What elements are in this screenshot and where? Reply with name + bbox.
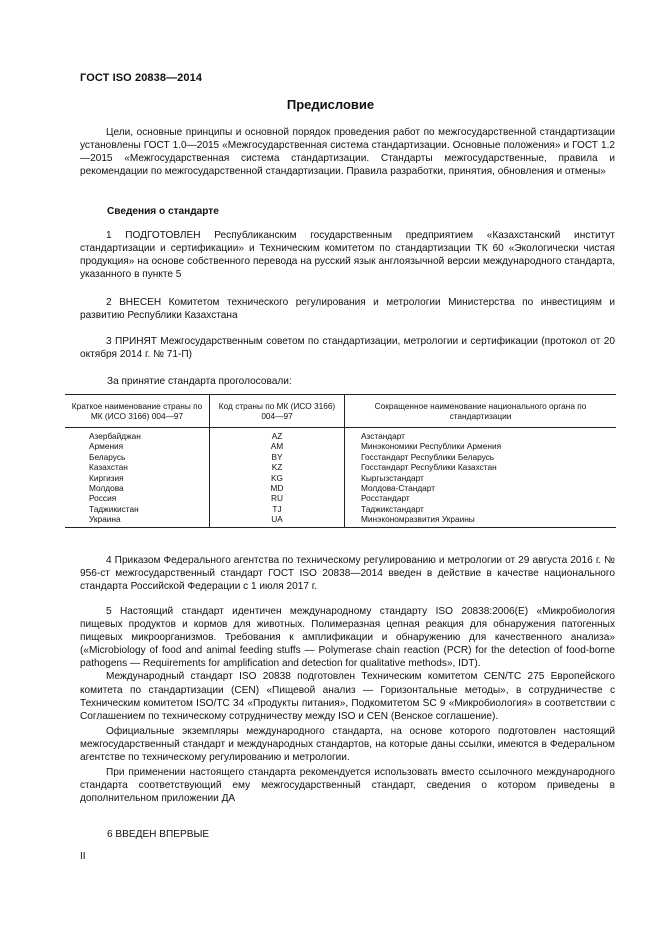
column-header-body: Сокращенное наименование национального органа по стандартизации [345,395,617,428]
item-5-text: 5 Настоящий стандарт идентичен международному стандарту ISO 20838:2006(E) «Микробиология пищевых продуктов и кормов для животных. Полимеразная цепная реакция для обнаружения патогенных пищевых микроорганизмов. Требования к амплификации и обнаружению для качественного анализа» («Microbiology of food and animal feeding stuffs — Polymerase chain reaction (PCR) for the detection of food-borne pathogens — Requirements for amplification and detection for qualitative methods», IDT). [80,606,615,670]
page-number: II [80,851,86,862]
body-cell: Азстандарт [345,428,617,442]
body-cell: Госстандарт Республики Беларусь [345,452,617,462]
country-cell: Армения [89,441,124,452]
body-cell: Таджикстандарт [345,504,617,514]
page-title: Предисловие [286,97,375,112]
table-row [65,462,616,472]
item-5-official-copies-text: Официальные экземпляры международного стандарта, на основе которого подготовлен настоящий межгосударственный стандарт и международных стандартов, на которые даны ссылки, имеются в Федеральном агентстве по техническому регулированию и метрологии. [80,725,615,764]
document-header: ГОСТ ISO 20838—2014 [80,72,203,84]
voted-label: За принятие стандарта проголосовали: [107,376,292,387]
country-cell: Киргизия [89,472,124,483]
body-cell: Минэкономики Республики Армения [345,441,617,451]
column-header-code: Код страны по МК (ИСО 3166) 004—97 [210,395,345,428]
body-cell: Молдова-Стандарт [345,483,617,493]
country-cell: Казахстан [89,462,128,473]
code-cell: MD [210,483,345,493]
item-5-section [80,605,615,805]
item-4-paragraph [80,554,615,593]
table-row [65,441,616,451]
code-cell: RU [210,493,345,503]
code-cell: KZ [210,462,345,472]
code-cell: AM [210,441,345,451]
item-4-text: 4 Приказом Федерального агентства по техническому регулированию и метрологии от 29 августа 2016 г. № 956-ст межгосударственный стандарт ГОСТ ISO 20838—2014 введен в действие в качестве национального стандарта Российской Федерации с 1 июля 2017 г. [80,555,615,593]
table-row [65,493,616,503]
country-cell: Таджикистан [89,503,139,514]
body-cell: Росстандарт [345,493,617,503]
table-row [65,473,616,483]
column-header-country: Краткое наименование страны по МК (ИСО 3166) 004—97 [65,395,210,428]
table-row [65,504,616,514]
country-cell: Азербайджан [89,431,141,441]
item-6-text: 6 ВВЕДЕН ВПЕРВЫЕ [107,829,210,840]
country-cell: Молдова [89,482,124,493]
table-row [65,514,616,527]
table-row [65,428,616,442]
body-cell: Кыргызстандарт [345,473,617,483]
table-row [65,483,616,493]
body-cell: Госстандарт Республики Казахстан [345,462,617,472]
item-1-text: 1 ПОДГОТОВЛЕН Республиканским государственным предприятием «Казахстанский институт стандартизации и сертификации» и Техническим комитетом по стандартизации ТК 60 «Экологически чистая продукция» на основе собственного перевода на русский язык англоязычной версии международного стандарта, указанного в пункте 5 [80,230,615,281]
body-cell: Минэкономразвития Украины [345,514,617,527]
item-3-text: 3 ПРИНЯТ Межгосударственным советом по стандартизации, метрологии и сертификации (протокол от 20 октября 2014 г. № 71-П) [80,336,615,361]
intro-paragraph [80,126,615,178]
info-heading: Сведения о стандарте [107,206,219,217]
country-cell: Украина [65,514,210,527]
country-cell: Беларусь [89,451,126,462]
item-2-paragraph [80,296,615,322]
code-cell: KG [210,473,345,483]
code-cell: AZ [210,428,345,442]
country-cell: Россия [89,493,117,504]
item-3-paragraph [80,335,615,361]
item-1-paragraph [80,229,615,281]
voting-table [65,394,616,528]
item-2-text: 2 ВНЕСЕН Комитетом технического регулирования и метрологии Министерства по инвестициям и развитию Республики Казахстана [80,297,615,322]
code-cell: TJ [210,504,345,514]
code-cell: BY [210,452,345,462]
intro-text: Цели, основные принципы и основной порядок проведения работ по межгосударственной стандартизации установлены ГОСТ 1.0—2015 «Межгосударственная система стандартизации. Основные положения» и ГОСТ 1.2—2015 «Межгосударственная система стандартизации. Стандарты межгосударственные, правила и рекомендации по межгосударственной стандартизации. Правила разработки, принятия, обновления и отмены» [80,127,615,178]
item-5-application-text: При применении настоящего стандарта рекомендуется использовать вместо ссылочного международного стандарта соответствующий ему межгосударственный стандарт, сведения о котором приведены в дополнительном приложении ДА [80,767,615,805]
table-row [65,452,616,462]
code-cell: UA [210,514,345,527]
table-header-row [65,395,616,428]
item-5-iso-prepared-text: Международный стандарт ISO 20838 подготовлен Техническим комитетом CEN/TC 275 Европейского комитета по стандартизации (CEN) «Пищевой анализ — Горизонтальные методы», в сотрудничестве с Техническим комитетом ISO/TC 34 «Продукты питания», Подкомитетом SC 9 «Микробиология» в соответствии с Соглашением по техническому сотрудничеству между ISO и CEN (Венское соглашение). [80,671,615,722]
